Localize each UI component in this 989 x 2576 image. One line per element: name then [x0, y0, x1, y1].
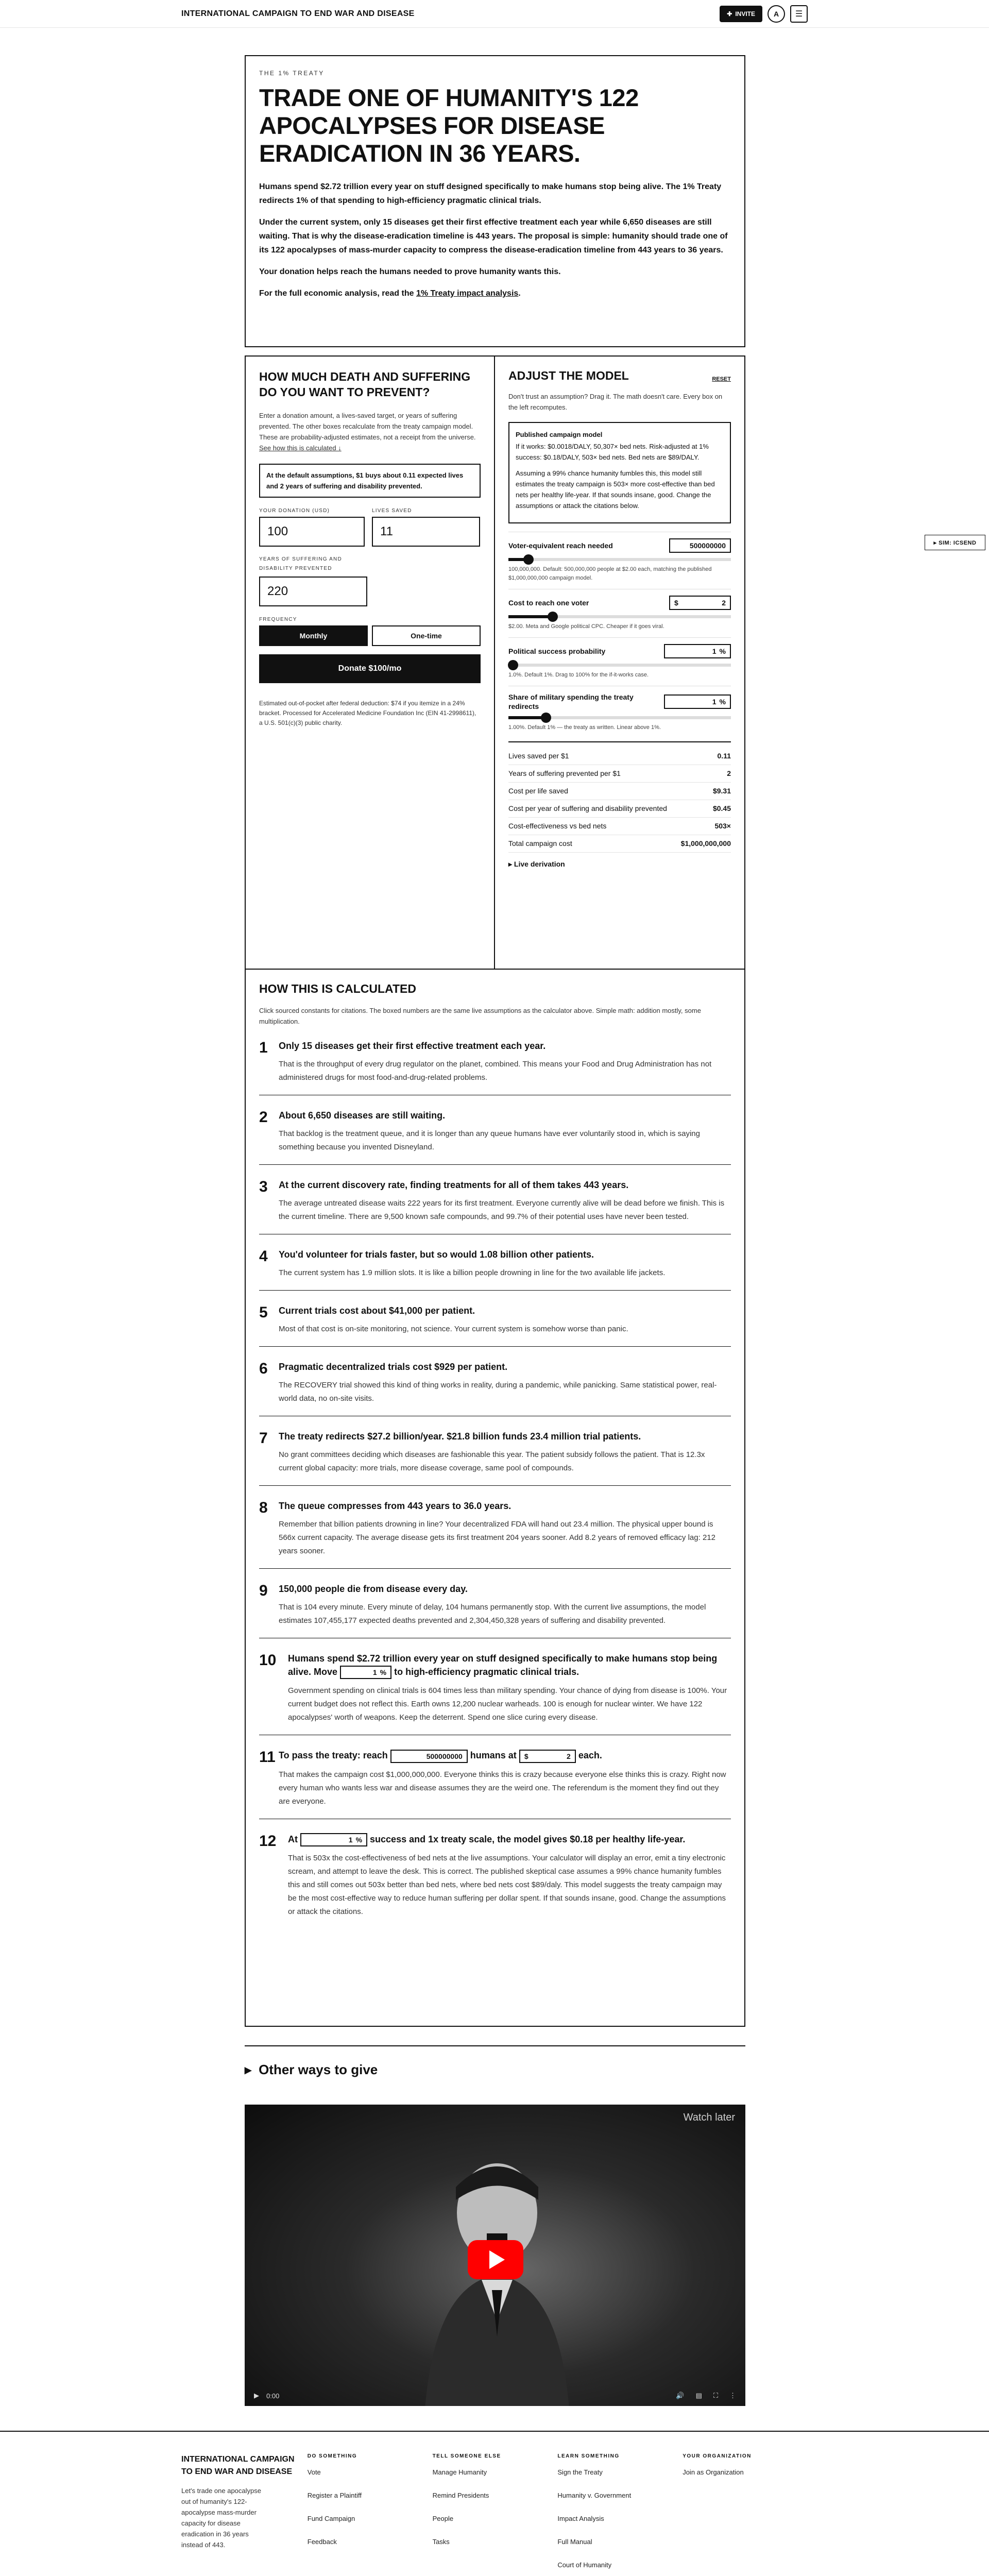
step-body [288, 1833, 731, 1919]
step-number: 12 [259, 1832, 277, 1850]
step10-input-unit: % [380, 1668, 387, 1677]
result-value: 0.11 [717, 752, 731, 760]
footer-link[interactable]: Manage Humanity [432, 2468, 487, 2476]
success-slider-handle[interactable] [508, 660, 518, 670]
live-derivation-toggle[interactable] [508, 860, 731, 869]
footer-column-tell-someone [433, 2453, 558, 2576]
step-body [279, 1360, 731, 1405]
step12-success-input[interactable] [300, 1833, 367, 1846]
model-results [508, 741, 731, 853]
footer-heading: YOUR ORGANIZATION [683, 2453, 752, 2459]
footer-link[interactable]: Humanity v. Government [557, 2492, 632, 2499]
footer-link[interactable]: Sign the Treaty [557, 2468, 603, 2476]
step-title: 150,000 people die from disease every day. [279, 1584, 468, 1594]
footer-column-do-something [308, 2453, 433, 2576]
military-param-head [508, 692, 731, 711]
calculation-step [259, 1039, 731, 1095]
how-calculated-section [245, 970, 745, 2027]
footer-link[interactable]: Court of Humanity [557, 2561, 612, 2569]
footer-link[interactable]: Full Manual [557, 2538, 592, 2546]
result-value: $0.45 [712, 804, 731, 812]
video-controls [245, 2385, 745, 2406]
account-circle-icon[interactable]: A [768, 5, 785, 23]
result-value: $9.31 [712, 787, 731, 795]
triangle-right-icon: ▸ [508, 860, 513, 868]
step-text: That is 503x the cost-effectiveness of bed nets at the live assumptions. Your calculator will display an error, emit a tiny electronic scream, and attempt to leave the desk. This is correct. The published skeptical case assumes a 99% chance humanity fumbles this and still comes out 503x better than bed nets, where bed nets cost $89/daly. This model suggests the treaty campaign may be the most cost-effective way to reduce human suffering per dollar spent. If that sounds insane, good. Change the assumptions or attack the citations. [288, 1853, 726, 1916]
cost-label: Cost to reach one voter [508, 599, 589, 607]
result-label: Lives saved per $1 [508, 752, 569, 760]
footer-heading: TELL SOMEONE ELSE [432, 2453, 501, 2459]
military-slider[interactable] [508, 716, 731, 719]
reach-parameter [508, 532, 731, 583]
fullscreen-icon[interactable]: ⛶ [713, 2392, 718, 2399]
step11-c: each. [578, 1750, 602, 1761]
frequency-monthly-button[interactable]: Monthly [259, 625, 368, 646]
hero-p4-prefix: For the full economic analysis, read the [259, 289, 416, 298]
success-param-head [508, 644, 731, 658]
step-body [279, 1582, 731, 1628]
lives-saved-label: LIVES SAVED [372, 508, 412, 514]
step-number: 7 [259, 1430, 268, 1447]
footer-link[interactable]: Impact Analysis [557, 2515, 604, 2522]
military-hint: 1.00%. Default 1% — the treaty as written. Linear above 1%. [508, 724, 661, 731]
step-number: 5 [259, 1304, 268, 1321]
military-parameter [508, 686, 731, 732]
result-row [508, 765, 731, 783]
step-title: The treaty redirects $27.2 billion/year. $21.8 billion funds 23.4 million trial patients. [279, 1431, 641, 1442]
result-value: 2 [727, 769, 731, 777]
reach-input[interactable] [669, 538, 731, 553]
footer-link[interactable]: Fund Campaign [307, 2515, 355, 2522]
step-body [279, 1499, 731, 1558]
cost-param-head [508, 596, 731, 610]
step-title: Pragmatic decentralized trials cost $929 per patient. [279, 1362, 508, 1372]
frequency-label: FREQUENCY [259, 617, 297, 622]
cost-slider-handle[interactable] [548, 612, 558, 622]
step-text: The average untreated disease waits 222 years for its first treatment. Everyone currently alive will be dead before we finish. This is the current timeline. There are 9,500 known safe compounds, and 99.7% of their potential uses have never been tested. [279, 1199, 725, 1221]
step-number: 1 [259, 1039, 268, 1056]
military-slider-handle[interactable] [541, 713, 551, 723]
cost-slider[interactable] [508, 615, 731, 618]
years-prevented-input[interactable]: 220 [259, 577, 367, 606]
footer-columns [181, 2453, 808, 2576]
success-unit: % [719, 647, 726, 655]
calculation-step [259, 1430, 731, 1486]
success-slider[interactable] [508, 664, 731, 667]
years-group [259, 555, 367, 606]
reach-label: Voter-equivalent reach needed [508, 541, 613, 550]
step-text: Government spending on clinical trials is 604 times less than military spending. Your chance of dying from disease is 100%. Your current budget does not reflect this. Earth owns 12,200 nuclear warheads. 100 is enough for nuclear winter. We have 122 apocalypses' worth of weapons. Keep the deterrent. Spend one slice curing every disease. [288, 1686, 727, 1722]
video-player[interactable] [245, 2105, 745, 2406]
step-number: 11 [259, 1749, 276, 1766]
hero-paragraph-3: Your donation helps reach the humans needed to prove humanity wants this. [259, 267, 561, 276]
step-title [279, 1749, 731, 1762]
reach-hint: 100,000,000. Default: 500,000,000 people at $2.00 each, matching the published $1,000,000,000 campaign model. [508, 566, 712, 581]
reach-param-head [508, 538, 731, 553]
calculation-step [259, 1499, 731, 1569]
volume-icon[interactable]: 🔊 [676, 2392, 685, 2399]
success-input[interactable] [664, 644, 731, 658]
hero-section [245, 55, 745, 347]
footer-brand-column [181, 2453, 308, 2576]
calculation-step [259, 1178, 731, 1234]
military-input[interactable] [664, 694, 731, 709]
step11-a: To pass the treaty: reach [279, 1750, 388, 1761]
military-value: 1 [712, 698, 717, 706]
calculator-section [245, 355, 745, 970]
step11-cost-input[interactable] [519, 1750, 576, 1763]
donation-label: YOUR DONATION (USD) [259, 508, 330, 514]
reach-slider-handle[interactable] [523, 554, 534, 565]
step-text: No grant committees deciding which diseases are fashionable this year. The patient subsidy follows the patient. That is 12.3x current global capacity: more trials, more disease coverage, same pool of compounds. [279, 1450, 705, 1472]
reset-button[interactable]: RESET [712, 376, 731, 382]
hero-title: TRADE ONE OF HUMANITY'S 122 APOCALYPSES FOR DISEASE ERADICATION IN 36 YEARS. [259, 84, 639, 167]
cost-parameter [508, 589, 731, 631]
calculation-step [259, 1248, 731, 1291]
step11-reach-value: 500000000 [426, 1752, 463, 1760]
footer-heading: LEARN SOMETHING [557, 2453, 620, 2459]
calculation-step-11 [259, 1749, 731, 1819]
step-text: The current system has 1.9 million slots. It is like a billion people drowning in line for the two available life jackets. [279, 1268, 666, 1277]
success-parameter [508, 637, 731, 680]
hero-paragraph-1: Humans spend $2.72 trillion every year on stuff designed specifically to make humans stop being alive. The 1% Treaty redirects 1% of that spending to high-efficiency pragmatic clinical trials. [259, 182, 722, 205]
published-model-box [508, 422, 731, 523]
calculation-step [259, 1109, 731, 1165]
step-title [288, 1652, 731, 1679]
footer-brand: INTERNATIONAL CAMPAIGN TO END WAR AND DISEASE [181, 2455, 295, 2476]
success-value: 1 [712, 647, 717, 655]
step-title [288, 1833, 731, 1846]
step-body [279, 1304, 731, 1336]
success-hint: 1.0%. Default 1%. Drag to 100% for the if-it-works case. [508, 672, 649, 678]
step11-cost-prefix: $ [524, 1752, 528, 1760]
see-calculation-link[interactable]: See how this is calculated ↓ [259, 444, 342, 452]
result-row [508, 783, 731, 800]
result-row [508, 818, 731, 835]
result-label: Years of suffering prevented per $1 [508, 769, 621, 777]
tax-fineprint: Estimated out-of-pocket after federal deduction: $74 if you itemize in a 24% bracket. Processed for Accelerated Medicine Foundation Inc (EIN 41-2998611), a U.S. 501(c)(3) public charity. [259, 700, 476, 726]
calculation-step-10 [259, 1652, 731, 1735]
adjust-model-panel [495, 357, 744, 969]
step10-percent-input[interactable] [340, 1666, 391, 1679]
step12-b: success and 1x treaty scale, the model gives $0.18 per healthy life-year. [370, 1834, 686, 1844]
step-body [279, 1109, 731, 1154]
step-number: 4 [259, 1248, 268, 1265]
how-intro: Click sourced constants for citations. The boxed numbers are the same live assumptions as the calculator above. Simple math: addition mostly, some multiplication. [259, 1007, 701, 1025]
play-icon [489, 2250, 505, 2269]
years-prevented-label: YEARS OF SUFFERING AND DISABILITY PREVENTED [259, 556, 342, 571]
side-simulation-tab[interactable]: ▸ SIM: ICSEND [925, 535, 985, 550]
step10-input-value: 1 [372, 1668, 377, 1677]
donation-group [259, 508, 365, 547]
footer-link[interactable]: People [432, 2515, 454, 2522]
step-number: 3 [259, 1178, 268, 1195]
footer-column-learn-something [557, 2453, 683, 2576]
step-body [279, 1749, 731, 1808]
step-body [288, 1652, 731, 1724]
military-label: Share of military spending the treaty redirects [508, 693, 634, 710]
person-add-icon: ✚ [727, 10, 732, 18]
published-model-title: Published campaign model [516, 431, 603, 438]
adjust-model-title: ADJUST THE MODEL [508, 369, 629, 382]
donation-lives-row [259, 508, 481, 547]
donation-input[interactable]: 100 [259, 517, 365, 547]
step-body [279, 1248, 731, 1280]
step-number: 8 [259, 1499, 268, 1516]
result-value: 503× [714, 822, 731, 830]
invite-label: INVITE [735, 10, 755, 18]
footer-link[interactable]: Feedback [307, 2538, 337, 2546]
footer-link[interactable]: Vote [307, 2468, 321, 2476]
step-text: The RECOVERY trial showed this kind of thing works in reality, during a pandemic, while panicking. Same statistical power, real-world data, no on-site visits. [279, 1381, 717, 1403]
site-footer [0, 2431, 989, 2576]
step-text: That is 104 every minute. Every minute of delay, 104 humans permanently stop. With the current live assumptions, the model estimates 107,455,177 expected deaths prevented and 2,304,450,328 years of suffering and disability prevented. [279, 1603, 706, 1625]
success-label: Political success probability [508, 647, 606, 655]
step11-reach-input[interactable] [390, 1750, 468, 1763]
cost-input[interactable] [669, 596, 731, 610]
calculator-intro [259, 410, 481, 453]
footer-heading: DO SOMETHING [307, 2453, 357, 2459]
calculation-step [259, 1360, 731, 1416]
calculation-step-12 [259, 1833, 731, 1929]
military-unit: % [719, 698, 726, 706]
step-title: At the current discovery rate, finding treatments for all of them takes 443 years. [279, 1180, 629, 1190]
step12-input-value: 1 [348, 1835, 353, 1844]
default-assumption-note: At the default assumptions, $1 buys about 0.11 expected lives and 2 years of suffering and disability prevented. [259, 464, 481, 498]
step-text: That is the throughput of every drug regulator on the planet, combined. This means your Food and Drug Administration has not administered drugs for most food-and-drug-related problems. [279, 1060, 712, 1082]
result-label: Cost-effectiveness vs bed nets [508, 822, 607, 830]
result-label: Total campaign cost [508, 839, 572, 848]
calculation-step [259, 1304, 731, 1347]
calculator-title: HOW MUCH DEATH AND SUFFERING DO YOU WANT TO PREVENT? [259, 370, 471, 399]
lives-group [372, 508, 480, 547]
step12-a: At [288, 1834, 298, 1844]
footer-link[interactable]: Register a Plaintiff [307, 2492, 362, 2499]
step-number: 6 [259, 1360, 268, 1377]
footer-column-organization [683, 2453, 808, 2576]
hero-paragraph-4 [259, 286, 731, 300]
calculation-step [259, 1582, 731, 1638]
adjust-model-intro: Don't trust an assumption? Drag it. The math doesn't care. Every box on the left recomputes. [508, 393, 723, 411]
reach-slider[interactable] [508, 558, 731, 561]
more-options-icon[interactable]: ⋮ [729, 2392, 736, 2399]
donation-calculator [246, 357, 495, 969]
result-value: $1,000,000,000 [680, 839, 731, 848]
cost-hint: $2.00. Meta and Google political CPC. Cheaper if it goes viral. [508, 623, 664, 630]
frequency-one-time-button[interactable]: One-time [372, 625, 481, 646]
triangle-right-icon: ▸ [245, 2062, 252, 2077]
published-model-text-2: Assuming a 99% chance humanity fumbles this, this model still estimates the treaty campaign is 503× more cost-effective than bed nets per healthy life-year. If that sounds insane, good. Change the assumptions or attack the citations below. [516, 469, 715, 510]
footer-link[interactable]: Join as Organization [683, 2468, 744, 2476]
result-row [508, 748, 731, 765]
step-title: Only 15 diseases get their first effective treatment each year. [279, 1041, 546, 1051]
step11-b: humans at [470, 1750, 517, 1761]
result-label: Cost per life saved [508, 787, 568, 795]
cost-slider-fill [508, 615, 553, 618]
how-title: HOW THIS IS CALCULATED [259, 982, 416, 995]
cost-prefix: $ [674, 599, 678, 607]
step10-title-b: to high-efficiency pragmatic clinical trials. [394, 1667, 579, 1677]
footer-link[interactable]: Remind Presidents [432, 2492, 489, 2499]
other-ways-toggle[interactable] [245, 2045, 745, 2078]
step-number: 9 [259, 1582, 268, 1599]
lives-saved-input[interactable]: 11 [372, 517, 480, 547]
impact-analysis-link[interactable]: 1% Treaty impact analysis [416, 289, 519, 298]
step-title: About 6,650 diseases are still waiting. [279, 1110, 446, 1121]
step-title: You'd volunteer for trials faster, but so would 1.08 billion other patients. [279, 1249, 594, 1260]
live-derivation-label: Live derivation [514, 860, 565, 868]
site-brand-link[interactable]: INTERNATIONAL CAMPAIGN TO END WAR AND DISEASE [181, 9, 415, 18]
step-text: Most of that cost is on-site monitoring, not science. Your current system is somehow worse than panic. [279, 1325, 628, 1333]
step-body [279, 1178, 731, 1224]
military-slider-fill [508, 716, 546, 719]
hero-eyebrow: THE 1% TREATY [259, 70, 325, 77]
step-number: 2 [259, 1109, 268, 1126]
step-number: 10 [259, 1652, 277, 1669]
result-row [508, 800, 731, 818]
step-title: Current trials cost about $41,000 per patient. [279, 1306, 475, 1316]
watch-later-button[interactable]: Watch later [683, 2112, 735, 2123]
step-text: That backlog is the treatment queue, and it is longer than any queue humans have ever voluntarily stood in, which is saying something because you invented Disneyland. [279, 1129, 700, 1151]
footer-link[interactable]: Tasks [432, 2538, 450, 2546]
published-model-text: If it works: $0.0018/DALY, 50,307× bed nets. Risk-adjusted at 1% success: $0.18/DALY, 503× bed nets. Bed nets are $89/DALY. [516, 443, 709, 461]
step11-cost-value: 2 [567, 1752, 571, 1760]
video-time: 0:00 [266, 2392, 280, 2400]
result-label: Cost per year of suffering and disability prevented [508, 804, 667, 812]
calculator-intro-text: Enter a donation amount, a lives-saved target, or years of suffering prevented. The other boxes recalculate from the treaty campaign model. These are probability-adjusted estimates, not a receipt from the universe. [259, 412, 476, 441]
step-text: That makes the campaign cost $1,000,000,000. Everyone thinks this is crazy because everyone else thinks this is crazy. Right now every human who wants less war and disease assumes they are the weird one. The referendum is the moment they find out they are everyone. [279, 1770, 726, 1806]
donate-button[interactable]: Donate $100/mo [259, 654, 481, 683]
step-body [279, 1430, 731, 1475]
step-body [279, 1039, 731, 1084]
footer-description: Let's trade one apocalypse out of humanity's 122-apocalypse mass-murder capacity for disease eradication in 36 years instead of 443. [181, 2487, 261, 2549]
cost-value: 2 [722, 599, 726, 607]
hero-paragraph-2: Under the current system, only 15 diseases get their first effective treatment each year while 6,650 diseases are still waiting. That is why the disease-eradication timeline is 443 years. The proposal is simple: humanity should trade one of its 122 apocalypses of mass-murder capacity to compress the disease-eradication timeline from 443 years to 36 years. [259, 218, 728, 255]
frequency-toggle [259, 625, 481, 646]
step12-input-unit: % [355, 1835, 363, 1844]
invite-button[interactable] [720, 6, 762, 22]
video-play-button[interactable] [468, 2240, 523, 2279]
captions-icon[interactable]: ▤ [695, 2392, 702, 2399]
play-icon[interactable]: ▶ [254, 2392, 259, 2399]
video-controls-right [676, 2392, 736, 2400]
step-title: The queue compresses from 443 years to 36.0 years. [279, 1501, 511, 1511]
reach-value: 500000000 [689, 541, 726, 550]
hamburger-menu-icon[interactable]: ☰ [790, 5, 808, 23]
header-actions [720, 5, 808, 23]
result-row [508, 835, 731, 853]
other-ways-label: Other ways to give [259, 2062, 378, 2077]
hero-p4-suffix: . [518, 289, 521, 298]
site-header [0, 0, 989, 28]
step10-title-a: Humans spend $2.72 trillion every year on stuff designed specifically to make humans stop being alive. Move [288, 1653, 718, 1677]
step-text: Remember that billion patients drowning in line? Your decentralized FDA will hand out 23.4 million. The physical upper bound is 566x current capacity. The average disease gets its first treatment 204 years sooner. Add 8.2 years of removed efficacy lag: 212 years sooner. [279, 1520, 715, 1555]
